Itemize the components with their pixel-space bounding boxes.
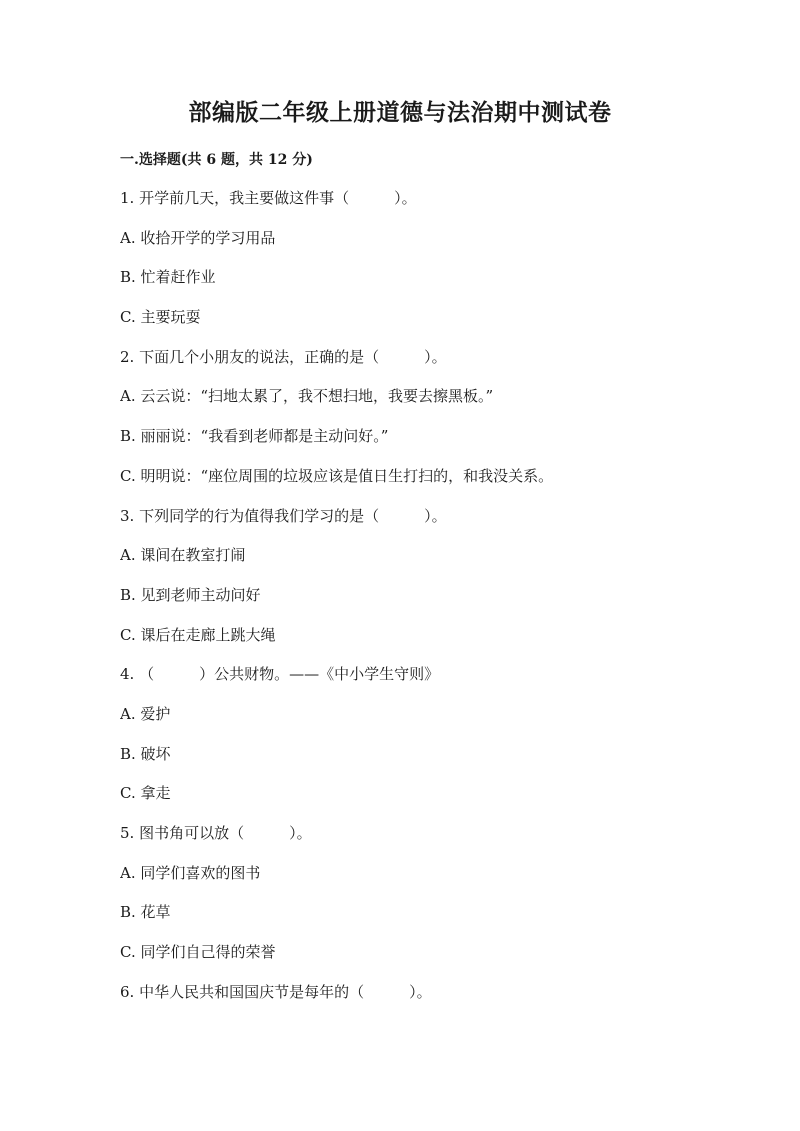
document-title: 部编版二年级上册道德与法治期中测试卷 xyxy=(188,99,612,126)
question-6: 6. 中华人民共和国国庆节是每年的（ ）。 xyxy=(120,982,432,1001)
question-3-option-b: B. 见到老师主动问好 xyxy=(120,585,261,604)
question-4-option-c: C. 拿走 xyxy=(120,784,171,803)
question-5-option-c: C. 同学们自己得的荣誉 xyxy=(120,943,276,962)
question-3-option-a: A. 课间在教室打闹 xyxy=(120,546,246,565)
question-1-option-c: C. 主要玩耍 xyxy=(120,308,201,327)
question-4-option-a: A. 爱护 xyxy=(120,704,171,723)
question-2-option-c: C. 明明说：“座位周围的垃圾应该是值日生打扫的，和我没关系。 xyxy=(120,466,554,485)
question-2-option-b: B. 丽丽说：“我看到老师都是主动问好。” xyxy=(120,427,389,446)
question-5-option-a: A. 同学们喜欢的图书 xyxy=(120,863,261,882)
question-3: 3. 下列同学的行为值得我们学习的是（ ）。 xyxy=(120,506,447,525)
question-5-option-b: B. 花草 xyxy=(120,903,171,922)
question-1-option-b: B. 忙着赶作业 xyxy=(120,268,216,287)
question-list xyxy=(120,187,740,1020)
question-3-option-c: C. 课后在走廊上跳大绳 xyxy=(120,625,276,644)
section-heading: 一.选择题(共 6 题，共 12 分) xyxy=(120,152,313,168)
question-1: 1. 开学前几天，我主要做这件事（ ）。 xyxy=(120,189,417,207)
question-2: 2. 下面几个小朋友的说法，正确的是（ ）。 xyxy=(120,347,447,366)
question-5: 5. 图书角可以放（ ）。 xyxy=(120,824,312,842)
question-1-option-a: A. 收拾开学的学习用品 xyxy=(120,228,276,247)
question-4: 4. （ ）公共财物。——《中小学生守则》 xyxy=(120,665,440,684)
question-2-option-a: A. 云云说：“扫地太累了，我不想扫地，我要去擦黑板。” xyxy=(120,387,494,406)
question-4-option-b: B. 破坏 xyxy=(120,744,171,763)
